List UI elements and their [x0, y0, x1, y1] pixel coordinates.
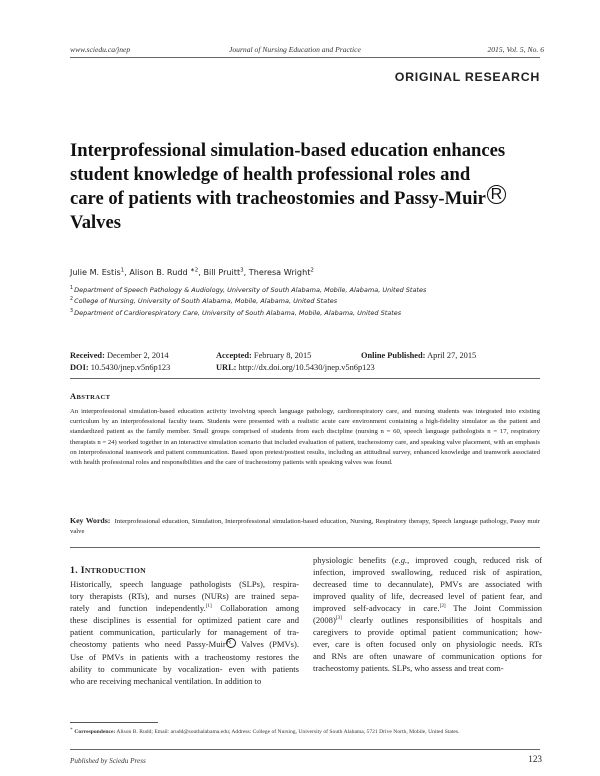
header-journal: Journal of Nursing Education and Practice	[229, 45, 361, 54]
published-value: April 27, 2015	[427, 351, 477, 360]
text-line	[70, 638, 299, 651]
section-tag: ORIGINAL RESEARCH	[394, 70, 540, 84]
text-segment: (2008)	[313, 615, 336, 625]
title-line: student knowledge of health professional roles and	[70, 164, 471, 185]
abstract-heading-rest: BSTRACT	[76, 394, 111, 401]
text-segment: Valves (PMVs).	[235, 639, 299, 649]
author[interactable]: Theresa Wright	[248, 267, 311, 277]
citation-ref[interactable]: [1]	[205, 603, 212, 610]
author-sup: ∗2	[190, 267, 199, 274]
received-label: Received:	[70, 351, 105, 360]
correspondence-footnote	[70, 725, 542, 736]
author[interactable]: Julie M. Estis	[70, 267, 121, 277]
title-line: Valves	[70, 212, 121, 233]
affiliation	[70, 309, 401, 317]
text-line: these disciplines is essential for optimized patient care and	[70, 615, 299, 625]
text-line: ability to communicate by vocalization- even with patients	[70, 664, 299, 674]
doi-label: DOI:	[70, 363, 89, 372]
doi-value[interactable]: 10.5430/jnep.v5n6p123	[90, 363, 171, 372]
affiliation-text: Department of Cardiorespiratory Care, University of South Alabama, Mobile, Alabama, United States	[74, 309, 402, 318]
header-rule	[70, 57, 540, 58]
author[interactable]: Bill Pruitt	[203, 267, 241, 277]
received-date	[70, 351, 169, 360]
text-line: ever, care is often focused only on physiologic needs. RTs	[313, 639, 542, 649]
published-date	[361, 351, 476, 360]
url-link[interactable]: http://dx.doi.org/10.5430/jnep.v5n6p123	[238, 363, 375, 372]
text-line: decreased time to decannulate), PMVs are associated with	[313, 579, 542, 589]
intro-left-column	[70, 578, 299, 687]
accepted-value: February 8, 2015	[253, 351, 312, 360]
affiliation-text: Department of Speech Pathology & Audiology, University of South Alabama, Mobile, Alabama, United States	[74, 286, 427, 295]
affiliation-text: College of Nursing, University of South Alabama, Mobile, Alabama, United States	[74, 297, 338, 306]
text-segment: Collaboration among	[211, 603, 299, 613]
intro-heading	[70, 565, 146, 576]
intro-number: 1.	[70, 565, 78, 576]
text-line	[313, 554, 542, 566]
keywords	[70, 516, 540, 537]
url	[216, 363, 375, 372]
abstract-heading-initial: A	[70, 392, 77, 401]
keywords-label: Key Words:	[70, 516, 111, 525]
text-line: Use of PMVs in patients with a tracheostomy restores the	[70, 652, 299, 662]
registered-mark: R	[226, 638, 236, 648]
accepted-label: Accepted:	[216, 351, 252, 360]
affiliation-sup: 2	[70, 297, 74, 302]
emphasis: e.g.	[394, 555, 408, 565]
page-number: 123	[528, 754, 542, 764]
text-segment: The Joint Commission	[445, 603, 542, 613]
title-line	[70, 187, 550, 211]
text-segment: , improved cough, reduced risk of	[407, 555, 542, 565]
intro-heading-rest: NTRODUCTION	[84, 566, 146, 575]
footer-publisher: Published by Sciedu Press	[70, 757, 146, 765]
doi	[70, 363, 170, 372]
title-text: care of patients with tracheostomies and Passy-Muir	[70, 188, 486, 209]
published-label: Online Published:	[361, 351, 426, 360]
affiliation	[70, 297, 337, 305]
header-url[interactable]: www.sciedu.ca/jnep	[70, 45, 131, 54]
text-line: tory therapists (RTs), and nurses (NURs) are trained sepa-	[70, 591, 299, 601]
text-segment: rately and function independently.	[70, 603, 206, 613]
author-sup: 2	[310, 267, 314, 274]
text-segment: physiologic benefits (	[313, 555, 395, 565]
footnote-rule	[70, 722, 158, 723]
text-segment: improved self-advocacy in care.	[313, 603, 440, 613]
text-line: and RNs are often unaware of communication options for	[313, 651, 542, 661]
text-line: tracheostomy patients. SLPs, who assess and treat com-	[313, 663, 504, 673]
text-line	[313, 614, 542, 626]
text-line: patient communication, particularly for management of tra-	[70, 627, 299, 637]
keywords-rule	[70, 547, 540, 548]
footer-rule	[70, 749, 540, 750]
meta-rule	[70, 378, 540, 379]
url-label: URL:	[216, 363, 237, 372]
author-sup: 1	[120, 267, 125, 274]
footnote-star: ∗	[70, 726, 73, 731]
keywords-text: Interprofessional education, Simulation, Interprofessional simulation-based education, Nursing, Respiratory therapy, Speech language pathology, Passy muir valve	[70, 518, 540, 535]
affiliation-sup: 1	[70, 286, 74, 291]
received-value: December 2, 2014	[106, 351, 169, 360]
header-issue: 2015, Vol. 5, No. 6	[487, 45, 544, 54]
text-line: who are receiving mechanical ventilation. In addition to	[70, 676, 262, 686]
footnote-label: Correspondence:	[74, 728, 116, 735]
citation-ref[interactable]: [2]	[439, 603, 446, 610]
citation-ref[interactable]: [3]	[335, 615, 342, 622]
author-sup: 3	[240, 267, 244, 274]
intro-right-column	[313, 554, 542, 674]
text-line: infection, improved swallowing, reduced risk of aspiration,	[313, 567, 542, 577]
text-line	[70, 602, 299, 614]
text-line: Historically, speech language pathologists (SLPs), respira-	[70, 579, 299, 589]
text-line: improved quality of life, decreased level of patient fear, and	[313, 591, 542, 601]
text-line	[313, 602, 542, 614]
text-segment: clearly outlines responsibilities of hospitals and	[341, 615, 542, 625]
affiliation-sup: 3	[70, 309, 74, 314]
abstract-heading	[70, 392, 110, 401]
title-line: Interprofessional simulation-based education enhances	[70, 140, 506, 161]
author-list: Julie M. Estis$^1$, Alison B. Rudd $^{∗2}$, Bill Pruitt$^3$, Theresa Wright$^2$	[70, 267, 314, 277]
text-segment: cheostomy patients who need Passy-Muir	[70, 639, 226, 649]
intro-heading-initial: I	[80, 565, 85, 576]
footnote-text: Alison B. Rudd; Email: arudd@southalabama.edu; Address: College of Nursing, University of South Alabama, 5721 Drive North, Mobile, United States.	[115, 728, 460, 735]
article-title	[70, 139, 550, 235]
text-line: caregivers to provide optimal patient communication; how-	[313, 627, 542, 637]
accepted-date	[216, 351, 311, 360]
registered-mark: R	[487, 185, 506, 204]
author[interactable]: Alison B. Rudd	[129, 267, 188, 277]
affiliation	[70, 286, 426, 294]
abstract-text: An interprofessional simulation-based education activity involving speech language pathology, cardiorespiratory care, and nursing students was integrated into existing curriculum by an interprofessional faculty team. Students were presented with a realistic acute care environment containing a high-fidelity simulator as the patient and standardized patient as the family member. Small groups comprised of students from each discipline (nursing n = 60, speech language pathologists n = 17, respiratory therapists n = 24) worked together in an interactive simulation scenario that included evaluation of patient, tracheostomy care, and speaking valve placement, with an emphasis on interprofessional teamwork and patient communication. Based upon pretest/posttest results, including an attitudinal survey, enhanced knowledge and teamwork associated with health professional roles and responsibilities and the care of tracheostomy patients with speaking valves was found.	[70, 408, 540, 467]
